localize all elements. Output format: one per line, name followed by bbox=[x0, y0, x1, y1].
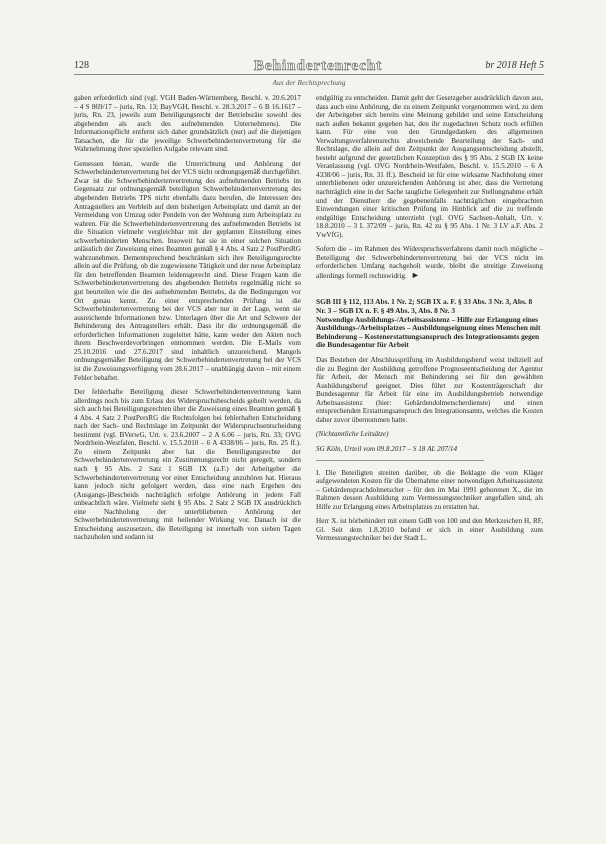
paragraph bbox=[316, 245, 543, 280]
paragraph: Herr X. ist hörbehindert mit einem GdB von 100 und den Merkzeichen H, RF, Gl. Seit dem 1.8.2010 befand er sich in einer Ausbildung zum Vermessungstechniker bei der Stadt L. bbox=[316, 517, 543, 543]
paragraph: Gemessen hieran, wurde die Unterrichtung und Anhörung der Schwerbehindertenvertretung bei der VCS nicht ordnungsgemäß durchgeführt. Zwar ist die Schwerbehindertenvertretung des aufnehmenden Betriebs im Gegensatz zur ordnungsgemäß beteiligten Schwerbehindertenvertretung des abgebenden Betriebs TPS nicht ebenfalls dazu berufen, die Interessen des Antragstellers am Verbleib auf dem bisherigen Arbeitsplatz und damit an der Vermeidung von Umzug oder Pendeln von der Wohnung zum Arbeitsplatz zu wahren. Für die Schwerbehindertenvertretung des aufnehmenden Betriebs ist die Situation vielmehr vergleichbar mit der geplanten Einstellung eines schwerbehinderten Menschen. Insoweit hat sie in einer solchen Situation anlässlich der Zuweisung eines Beamten gemäß § 4 Abs. 4 Satz 2 PostPersRG wahrzunehmen. Dementsprechend beschränken sich ihre Beteiligungsrechte allein auf die Prüfung, ob die zugewiesene Tätigkeit und der neue Arbeitsplatz für den betreffenden Beamten leidensgerecht sind. Diese Fragen kann die Schwerbehindertenvertretung des abgebenden Betriebs regelmäßig nicht so gut beurteilen wie die des aufnehmenden Betriebs, da die Bedingungen vor Ort genau kennt. Zu einer entsprechenden Prüfung ist die Schwerbehindertenvertretung bei der VCS aber nur in der Lage, wenn sie ausreichende Informationen bzw. Unterlagen über die Art und Schwere der Behinderung des Antragstellers erhält. Dass ihr die ordnungsgemäß die erforderlichen Informationen zugeleitet hätte, kann weder den Akten noch ihrem Beschwerdevorbringen entnommen werden. Die E-Mails vom 25.10.2016 und 27.6.2017 sind inhaltlich unzureichend. Mangels ordnungsgemäßer Beteiligung der Schwerbehindertenvertretung bei der VCS ist die Zuweisungsverfügung vom 28.6.2017 – unabhängig davon – mit einem Fehler behaftet. bbox=[74, 159, 301, 382]
ruling-citation: SGB III § 112, 113 Abs. 1 Nr. 2; SGB IX a. F. § 33 Abs. 3 Nr. 3, Abs. 8 Nr. 3 – SGB IX n. F. § 49 Abs. 3, Abs. 8 Nr. 3 bbox=[316, 297, 533, 316]
paragraph-text: Sofern die – im Rahmen des Widerspruchsverfahrens damit noch mögliche – Beteiligung der Schwerbehindertenvertretung bei der VCS nicht im erforderlichen Umfang nachgeholt wurde, bleibt die streitige Zuweisung allerdings formell rechtswidrig. bbox=[316, 245, 543, 280]
ruling-note: (Nichtamtliche Leitsätze) bbox=[316, 430, 389, 439]
left-column bbox=[74, 94, 301, 548]
paragraph: gaben erforderlich sind (vgl. VGH Baden-Württemberg, Beschl. v. 20.6.2017 – 4 S 869/17 – juris, Rn. 13; BayVGH, Beschl. v. 28.3.2017 – 6 B 16.1617 – juris, Rn. 23, jeweils zum Beteiligungsrecht der Betriebsräte sowohl des abgebenden als auch des aufnehmenden Unternehmens). Die Informationspflicht entfernt sich daher grundsätzlich (nur) auf die diejenigen Tatsachen, die für die jeweilige Schwerbehindertenvertretung für die Wahrnehmung ihrer speziellen Aufgabe relevant sind. bbox=[74, 94, 301, 154]
court-reference: SG Köln, Urteil vom 09.8.2017 – S 18 AL 207/14 bbox=[316, 444, 458, 453]
page-number: 128 bbox=[74, 60, 89, 71]
page-header bbox=[74, 58, 544, 80]
paragraph: I. Die Beteiligten streiten darüber, ob die Beklagte die vom Kläger aufgewendeten Kosten für die Übernahme einer notwendigen Arbeitsassistenz – Gebärdensprachdolmetscher – für den im Mai 1991 geborenen X., die im Rahmen dessen Ausbildung zum Vermessungstechniker angefallen sind, als Hilfe zur Erlangung eines Arbeitsplatzes zu erstatten hat. bbox=[316, 468, 543, 511]
issue-label: br 2018 Heft 5 bbox=[485, 60, 544, 71]
paragraph: endgültig zu entscheiden. Damit geht der Gesetzgeber ausdrücklich davon aus, dass auch eine Anhörung, die zu einem Zeitpunkt vorgenommen wird, zu dem der Arbeitgeber sich bereits eine Meinung gebildet und seine Entscheidung nach außen bekannt gegeben hat, den ihr zugedachten Schutz noch erfüllen kann. Für eine von den Grundgedanken des allgemeinen Verwaltungsverfahrensrechts abweichende Beurteilung der Sach- und Rechtslage, die allein auf den Zeitpunkt der Ausgangsentscheidung abstellt, besteht aufgrund der gesetzlichen Konzeption des § 95 Abs. 2 SGB IX keine Veranlassung (vgl. OVG Nordrhein-Westfalen, Beschl. v. 15.5.2010 – 6 A 4338/06 – juris, Rn. 31 ff.). Bescheid ist für eine wirksame Nachholung einer unterbliebenen oder unzureichenden Anhörung ist aber, dass die Vertretung nachträglich eine in der Sache taugliche Gelegenheit zur Stellungnahme erhält und der Dienstherr die gegebenenfalls nachträglichen eingebrachten Einwendungen einer kritischen Prüfung im Hinblick auf die zu treffende endgültige Entscheidung unterzieht (vgl. OVG Sachsen-Anhalt, Urt. v. 18.8.2010 – 3 L 372/09 – juris, Rn. 42 zu § 95 Abs. 1 Nr. 3 LV a.F. Abs. 2 VwVfG). bbox=[316, 94, 543, 239]
header-rule bbox=[74, 74, 544, 75]
section-label: Aus der Rechtsprechung bbox=[272, 78, 346, 87]
right-column bbox=[316, 94, 543, 549]
paragraph: Der fehlerhafte Beteiligung dieser Schwerbehindertenvertretung kann allerdings noch bis zum Erlass des Widerspruchsbescheids geheilt werden, da sich auch bei Beteiligungsrechten über die Zuweisung eines Beamten gemäß § 4 Abs. 4 Satz 2 PostPersRG die Rechtsfolgen bei fehlerhaften Entscheidung nach der Sach- und Rechtslage im Zeitpunkt der Widerspruchsentscheidung bestimmt (vgl. BVerwG, Urt. v. 23.6.2007 – 2 A 6.06 – juris, Rn. 33; OVG Nordrhein-Westfalen, Beschl. v. 15.5.2010 – 6 A 4338/06 – juris, Rn. 25 ff.). Zu einem Zeitpunkt aber hat die Beteiligungsrechte der Schwerbehindertenvertretung ein Zustimmungsrecht nicht geregelt, sondern nach § 95 Abs. 2 Satz 1 SGB IX (a.F.) der Arbeitgeber die Schwerbehindertenvertretung vor einer Entscheidung anzuhören hat. Hieraus kann jedoch nicht gefolgert werden, dass eine nach Ergehen des (Ausgangs-)Bescheids nachträglich erfolgte Anhörung in jedem Fall unbeachtlich wäre. Vielmehr sieht § 95 Abs. 2 Satz 2 SGB IX ausdrücklich eine Nachholung der unterbliebenen Anhörung der Schwerbehindertenvertretung mit heilender Wirkung vor. Danach ist die Entscheidung auszusetzen, die Beteiligung ist innerhalb von sieben Tagen nachzuholen und sodann ist bbox=[74, 388, 301, 542]
journal-logo: Behindertenrecht bbox=[254, 58, 383, 74]
ruling-summary: Das Bestehen der Abschlussprüfung im Ausbildungsberuf weist indiziell auf die zu Beginn der Ausbildung getroffene Prognoseentscheidung der Agentur für Arbeit, der Mensch mit Behinderung sei für den gewählten Ausbildungsberuf geeignet. Dies führt zur Kostenträgerschaft der Bundesagentur für Arbeit für eine im Ausbildungsbetrieb notwendige Arbeitsassistenz (hier: Gebärdendolmetscherdienste) und einen entsprechenden Erstattungsanspruch des Integrationsamts, welches die Kosten daher zuvor übernommen hatte. bbox=[316, 356, 543, 424]
divider bbox=[316, 460, 484, 461]
end-mark-icon: ► bbox=[410, 269, 420, 280]
ruling-title: Notwendige Ausbildungs-/Arbeitsassistenz – Hilfe zur Erlangung eines Ausbildungs-/Arbeitsplatzes – Ausbildungseignung eines Menschen mit Behinderung – Kostenerstattungsanspruch des Integrationsamts gegen die Bundesagentur für Arbeit bbox=[316, 314, 541, 350]
ruling-heading bbox=[316, 298, 543, 350]
